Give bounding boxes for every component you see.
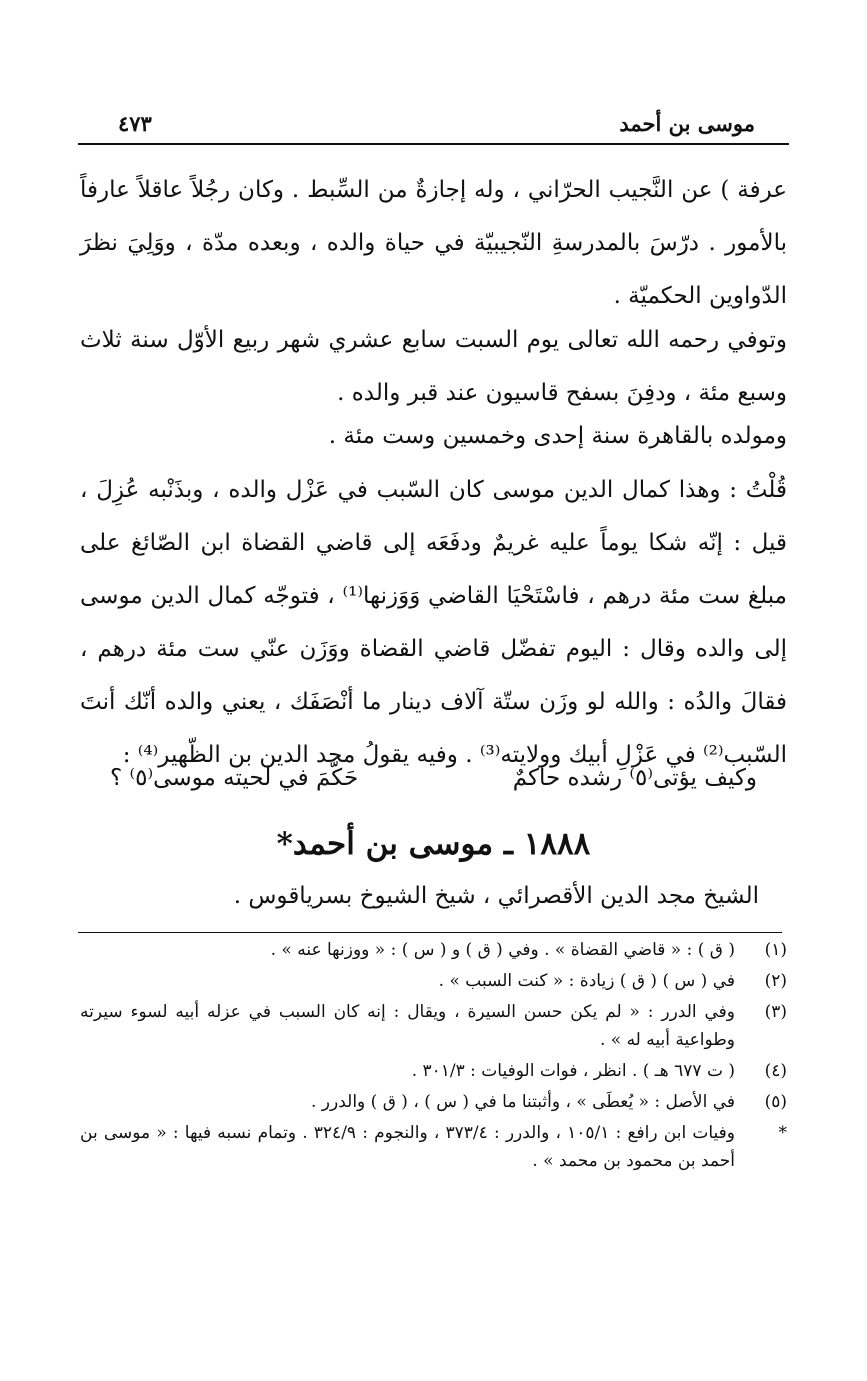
page-header — [118, 100, 755, 136]
footnote — [80, 1088, 787, 1116]
paragraph-2: وتوفي رحمه الله تعالى يوم السبت سابع عشري شهر ربيع الأوّل سنة ثلاث وسبع مئة ، ودفِنَ بسفح قاسيون عند قبر والده . — [80, 327, 787, 406]
footnote-mark: * — [778, 1123, 787, 1143]
footnote-mark: (٤) — [764, 1061, 787, 1081]
paragraph-3: ومولده بالقاهرة سنة إحدى وخمسين وست مئة . — [328, 423, 787, 449]
verse-left-hemistich: حَكّمَ في لحيته موسى⁽٥⁾ ؟ — [110, 765, 359, 791]
footnotes — [80, 936, 787, 1178]
header-rule — [78, 143, 789, 145]
entry-heading: ١٨٨٨ ـ موسى بن أحمد* — [276, 826, 591, 862]
footnote-mark: (٥) — [764, 1092, 787, 1112]
footnote-mark: (٢) — [764, 971, 787, 991]
page-number: ٤٧٣ — [118, 111, 152, 136]
verse-right-hemistich: وكيف يؤتى⁽٥⁾ رشده حاكمٌ — [512, 765, 757, 791]
footnote — [80, 1119, 787, 1175]
paragraph-4: قُلْتُ : وهذا كمال الدين موسى كان السّبب في عَزْل والده ، وبذَنْبه عُزِلَ ، قيل : إنّه شكا يوماً عليه غريمٌ ودفَعَه إلى قاضي القضاة ابن الصّائغ على مبلغ ست مئة درهم ، فاسْتَحْيَا القاضي وَوَزنها⁽¹⁾ ، فتوجّه كمال الدين موسى إلى والده وقال : اليوم تفضّل قاضي القضاة ووَزَن عنّي ست مئة درهم ، فقالَ والدُه : والله لو وزَن ستّة آلاف دينار ما أنْصَفَك ، يعني والده أنّك أنتَ السّبب⁽²⁾ في عَزْلِ أبيك وولايته⁽³⁾ . وفيه يقولُ مجد الدين بن الظّهير⁽⁴⁾ : — [80, 477, 787, 768]
footnote — [80, 1057, 787, 1085]
footnote-text: ( ت ٦٧٧ هـ ) . انظر ، فوات الوفيات : ٣٠١/٣ . — [411, 1061, 735, 1081]
footnote-text: وفيات ابن رافع : ١٠٥/١ ، والدرر : ٣٧٣/٤ ، والنجوم : ٣٢٤/٩ . وتمام نسبه فيها : « موسى بن أحمد بن محمود بن محمد » . — [80, 1123, 735, 1171]
poetry-verse — [110, 758, 757, 798]
footnote-mark: (١) — [764, 940, 787, 960]
running-title: موسى بن أحمد — [619, 111, 755, 136]
footnote-text: وفي الدرر : « لم يكن حسن السيرة ، ويقال : إنه كان السبب في عزله أبيه لسوء سيرته وطواعية أبيه له » . — [80, 1002, 735, 1050]
footnote-rule — [78, 932, 782, 933]
footnote-text: في ( س ) ( ق ) زيادة : « كنت السبب » . — [438, 971, 735, 991]
footnote — [80, 998, 787, 1054]
footnote — [80, 936, 787, 964]
footnote-text: ( ق ) : « قاضي القضاة » . وفي ( ق ) و ( س ) : « ووزنها عنه » . — [270, 940, 735, 960]
entry-body: الشيخ مجد الدين الأقصرائي ، شيخ الشيوخ بسرياقوس . — [233, 883, 759, 909]
paragraph-1: عرفة ) عن النَّجيب الحرّاني ، وله إجازةٌ من السِّبط . وكان رجُلاً عاقلاً عارفاً بالأمور . درّسَ بالمدرسةِ النّجيبيّة في حياة والده ، وبعده مدّة ، ووَلِيَ نظرَ الدّواوين الحكميّة . — [80, 177, 787, 309]
footnote-mark: (٣) — [764, 1002, 787, 1022]
footnote — [80, 967, 787, 995]
footnote-text: في الأصل : « يُعطَى » ، وأثبتنا ما في ( س ) ، ( ق ) والدرر . — [311, 1092, 735, 1112]
